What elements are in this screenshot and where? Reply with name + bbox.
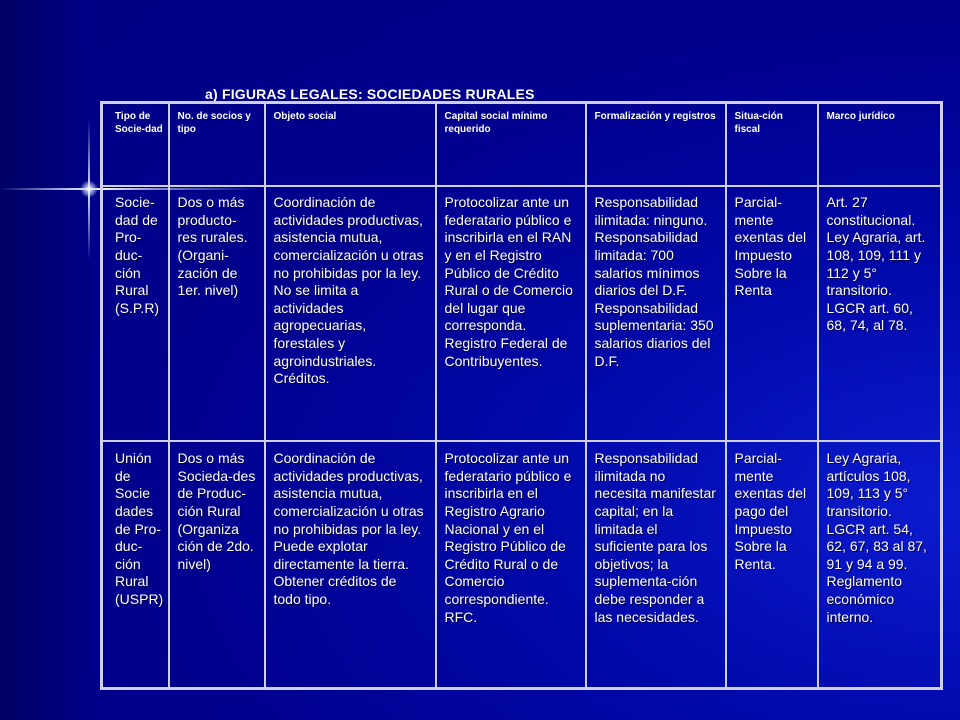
table-cell: Ley Agraria, artículos 108, 109, 113 y 5° transitorio. LGCR art. 54, 62, 67, 83 al 87, 91 y 94 a 99. Reglamento económico interno. [818, 441, 942, 689]
table-header-row [102, 103, 942, 187]
table-row [102, 441, 942, 689]
table-cell: Responsabilidad ilimitada no necesita manifestar capital; en la limitada el suficiente para los objetivos; la suplementa-ción debe responder a las necesidades. [586, 441, 726, 689]
table-cell: Protocolizar ante un federatario público e inscribirla en el RAN y en el Registro Público de Crédito Rural o de Comercio del lugar que corresponda. Registro Federal de Contribuyentes. [436, 186, 586, 441]
header-formalizacion: Formalización y registros [586, 103, 726, 187]
table-cell: Responsabilidad ilimitada: ninguno. Responsabilidad limitada: 700 salarios mínimos diarios del D.F. Responsabilidad suplementaria: 350 salarios diarios del D.F. [586, 186, 726, 441]
light-flare-center [80, 181, 98, 197]
header-tipo-de-sociedad: Tipo de Socie-dad [102, 103, 169, 187]
table-cell: Parcial-mente exentas del pago del Impuesto Sobre la Renta. [726, 441, 818, 689]
header-objeto-social: Objeto social [265, 103, 436, 187]
table-cell: Unión de Socie dades de Pro-duc-ción Rural (USPR) [102, 441, 169, 689]
table-cell: Art. 27 constitucional. Ley Agraria, art. 108, 109, 111 y 112 y 5° transitorio. LGCR art. 60, 68, 74, al 78. [818, 186, 942, 441]
table-cell: Parcial-mente exentas del Impuesto Sobre la Renta [726, 186, 818, 441]
table-cell: Dos o más Socieda-des de Produc-ción Rural (Organiza ción de 2do. nivel) [169, 441, 265, 689]
table-cell: Coordinación de actividades productivas, asistencia mutua, comercialización u otras no prohibidas por la ley. No se limita a actividades agropecuarias, forestales y agroindustriales. Créditos. [265, 186, 436, 441]
header-situacion-fiscal: Situa-ción fiscal [726, 103, 818, 187]
table-cell: Dos o más producto-res rurales. (Organi-zación de 1er. nivel) [169, 186, 265, 441]
legal-figures-table [100, 101, 943, 690]
table-row [102, 186, 942, 441]
table-cell: Coordinación de actividades productivas, asistencia mutua, comercialización u otras no prohibidas por la ley. Puede explotar directamente la tierra. Obtener créditos de todo tipo. [265, 441, 436, 689]
header-socios-y-tipo: No. de socios y tipo [169, 103, 265, 187]
slide-title: a) FIGURAS LEGALES: SOCIEDADES RURALES [205, 86, 535, 102]
header-capital-social: Capital social mínimo requerido [436, 103, 586, 187]
header-marco-juridico: Marco jurídico [818, 103, 942, 187]
table-cell: Socie-dad de Pro-duc-ción Rural (S.P.R) [102, 186, 169, 441]
table-cell: Protocolizar ante un federatario público e inscribirla en el Registro Agrario Nacional y en el Registro Público de Crédito Rural o de Comercio correspondiente. RFC. [436, 441, 586, 689]
background-left-band [0, 0, 92, 720]
